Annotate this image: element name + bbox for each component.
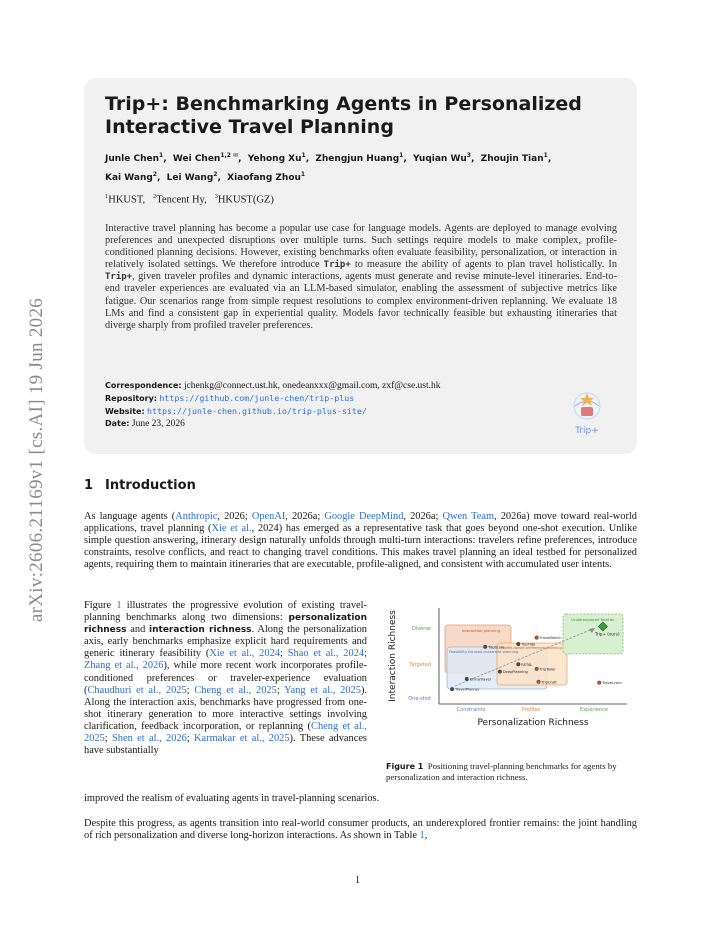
citation-link[interactable]: Karmakar et al., 2025 (194, 733, 290, 745)
x-tick-profiles: Profiles (521, 707, 541, 713)
figure-1-benchmark-map (383, 600, 637, 756)
benchmark-point-5 (535, 667, 539, 671)
paper-metadata (105, 380, 441, 430)
author: Zhoujin Tian$^1$ (480, 152, 548, 164)
author: Wei Chen$^{1,2 ✉}$ (172, 152, 239, 164)
figure-caption: Figure 1 Positioning travel-planning benchmarks for agents by personalization and interaction richness. (386, 761, 617, 782)
citation-link[interactable]: Xie et al. (211, 523, 252, 535)
abstract: Interactive travel planning has become a popular use case for language models. Agents are deployed to manage evolving preferences and unexpected disruptions over multiple turns. Such settings require models to make complex, profile-conditioned planning decisions. However, existing benchmarks often evaluate feasibility, personalization, or interaction in relatively isolated settings. We therefore introduce Trip+ to measure the ability of agents to plan travel holistically. In Trip+, given traveler profiles and dynamic interactions, agents must generate and revise minute-level itineraries. End-to-end traveler experiences are evaluated via an LLM-based simulator, enabling the assessment of subjective metrics like fatigue. Our scenarios range from simple request resolutions to complex environment-driven replanning. We evaluate 18 LMs and find a consistent gap in experiential quality. Models favor technically feasible but exhausting itineraries that diverge sharply from profiled traveler preferences. (105, 223, 617, 331)
citation-link[interactable]: Qwen Team (442, 511, 495, 522)
author: Lei Wang$^2$ (166, 171, 218, 183)
benchmark-point-2 (516, 642, 520, 646)
author: Zhengjun Huang$^1$ (315, 152, 404, 164)
benchmark-label-8: TravelPlanner (455, 687, 480, 692)
x-tick-constraints: Constraints (456, 707, 486, 713)
benchmark-label-4: RETAL (521, 662, 533, 667)
intro-paragraph-3: Despite this progress, as agents transition into real-world consumer products, an underexplored frontier remains: the joint handling of rich personalization and diverse long-horizon interactions. As shown in Table 1, (84, 818, 637, 842)
region-label-frontier: Underexplored frontier (571, 617, 615, 622)
benchmark-point-7 (537, 680, 541, 684)
y-tick-targeted: Targeted (409, 662, 431, 668)
intro-paragraph-1: As language agents (Anthropic, 2026; OpenAI, 2026a; Google DeepMind, 2026a; Qwen Team, 2026a) move toward real-world applications, travel planning (Xie et al., 2024) has emerged as a representative task that goes beyond one-shot execution. Unlike simple question answering, itinerary design naturally unfolds through multi-turn interactions: travelers refine preferences, introduce constraints, resolve conflicts, and react to changing travel conditions. This makes travel planning an ideal testbed for personalized agents, requiring them to maintain itineraries that are executable, profile-aligned, and consistent with accumulated user intents. (84, 511, 637, 571)
x-tick-experience: Experience (580, 707, 608, 713)
benchmark-point-9 (597, 681, 601, 685)
arxiv-id: arXiv:2606.21169v1 [cs.AI] 19 Jun 2026 (26, 297, 47, 623)
paper-title: Trip+: Benchmarking Agents in Personalized Interactive Travel Planning (105, 93, 582, 138)
x-axis-ticks (457, 707, 608, 713)
benchmark-label-6: ChinaTravel (469, 677, 491, 682)
citation-link[interactable]: Anthropic (175, 511, 218, 522)
benchmark-point-4 (516, 662, 520, 666)
benchmark-label-0: TripScore (488, 645, 505, 650)
citation-link[interactable]: Zhang et al., 2026 (84, 660, 164, 672)
region-label-profile: Profile-aware preference planning (501, 646, 562, 650)
benchmark-point-0 (483, 645, 487, 649)
citation-link[interactable]: Chaudhuri et al., 2025 (87, 684, 187, 696)
benchmark-point-1 (535, 636, 539, 640)
benchmark-label-7: TripCraft (541, 680, 557, 685)
citation-link[interactable]: Shao et al., 2024 (287, 648, 365, 660)
citation-link[interactable]: OpenAI (251, 511, 286, 522)
citation-link[interactable]: Xie et al., 2024 (209, 648, 280, 660)
author: Kai Wang$^2$ (105, 171, 157, 183)
x-axis-label: Personalization Richness (477, 718, 589, 728)
y-axis-label: Interaction Richness (388, 610, 398, 702)
author: Yuqian Wu$^3$ (413, 152, 471, 164)
citation-link[interactable]: Yang et al., 2025 (284, 684, 361, 696)
author: Yehong Xu$^1$ (247, 152, 306, 164)
figure-ref-link[interactable]: 1 (116, 600, 122, 611)
correspondence-line: Correspondence: jchenkg@connect.ust.hk, onedeanxxx@gmail.com, zxf@cse.ust.hk (105, 381, 441, 391)
trip-plus-logo (565, 388, 609, 438)
benchmark-label-3: DeepPlanning (502, 670, 528, 675)
table-ref-link[interactable]: 1 (419, 830, 425, 842)
author: Xiaofang Zhou$^1$ (227, 171, 306, 183)
y-tick-diverse: Diverse (411, 626, 431, 632)
benchmark-label-9: Travel.com (602, 681, 622, 686)
repository-line: Repository: https://github.com/junle-chen/trip-plus (105, 393, 355, 403)
benchmark-label-5: TripTailor (539, 667, 556, 672)
region-label-interaction: Interaction planning (461, 628, 501, 633)
author: Junle Chen$^1$ (105, 152, 164, 164)
website-link[interactable]: https://junle-chen.github.io/trip-plus-site/ (147, 406, 367, 416)
y-tick-one-shot: One-shot (408, 696, 431, 702)
benchmark-label-2: TripTide (521, 642, 536, 647)
author-list: Junle Chen$^1$, Wei Chen$^{1,2 ✉}$, Yehong Xu$^1$, Zhengjun Huang$^1$, Yuqian Wu$^3$, Zhoujin Tian$^1$, Kai Wang$^2$, Lei Wang$^2$, Xiaofang Zhou$^1$ (105, 152, 552, 183)
benchmark-label-10: Trip+ (ours) (594, 631, 620, 637)
arxiv-stamp (17, 260, 57, 660)
website-line: Website: https://junle-chen.github.io/trip-plus-site/ (105, 406, 367, 416)
y-axis-ticks (408, 626, 431, 702)
logo-text: Trip+ (575, 426, 599, 436)
section-heading: 1 Introduction (84, 478, 196, 493)
citation-link[interactable]: Google DeepMind (324, 511, 404, 522)
benchmark-point-6 (465, 677, 469, 681)
citation-link[interactable]: Cheng et al., 2025 (194, 684, 277, 696)
benchmark-label-1: TravelBench (539, 636, 562, 641)
repository-link[interactable]: https://github.com/junle-chen/trip-plus (159, 393, 355, 403)
benchmark-point-8 (450, 687, 454, 691)
citation-link[interactable]: Shen et al., 2026 (112, 733, 187, 745)
intro-paragraph-2: Figure 1 illustrates the progressive evolution of existing travel-planning benchmarks along two dimensions: personalization richness and interaction richness. Along the personalization axis, early benchmarks emphasize explicit hard requirements and generic itinerary feasibility (Xie et al., 2024; Shao et al., 2024; Zhang et al., 2026), while more recent work incorporates profile-conditioned preferences or traveler-experience evaluation (Chaudhuri et al., 2025; Cheng et al., 2025; Yang et al., 2025). Along the interaction axis, benchmarks have progressed from one-shot itinerary generation to more interactive settings involving clarification, feedback incorporation, or replanning (Cheng et al., 2025; Shen et al., 2026; Karmakar et al., 2025). These advances have substantially (84, 600, 367, 757)
affiliations: $^1$HKUST, $^2$Tencent Hy, $^3$HKUST(GZ) (105, 193, 274, 206)
date-line: Date: June 23, 2026 (105, 419, 185, 429)
intro-paragraph-2-tail: improved the realism of evaluating agents in travel-planning scenarios. (84, 793, 380, 804)
logo-suitcase-icon (581, 407, 593, 416)
page-number: 1 (355, 875, 360, 886)
benchmark-point-3 (498, 670, 502, 674)
citation-link[interactable]: Cheng et al., 2025 (84, 720, 367, 745)
correspondence-emails: jchenkg@connect.ust.hk, onedeanxxx@gmail.com, zxf@cse.ust.hk (183, 381, 441, 391)
region-label-feasibility: Feasibility-focused constraint planning (449, 650, 519, 654)
